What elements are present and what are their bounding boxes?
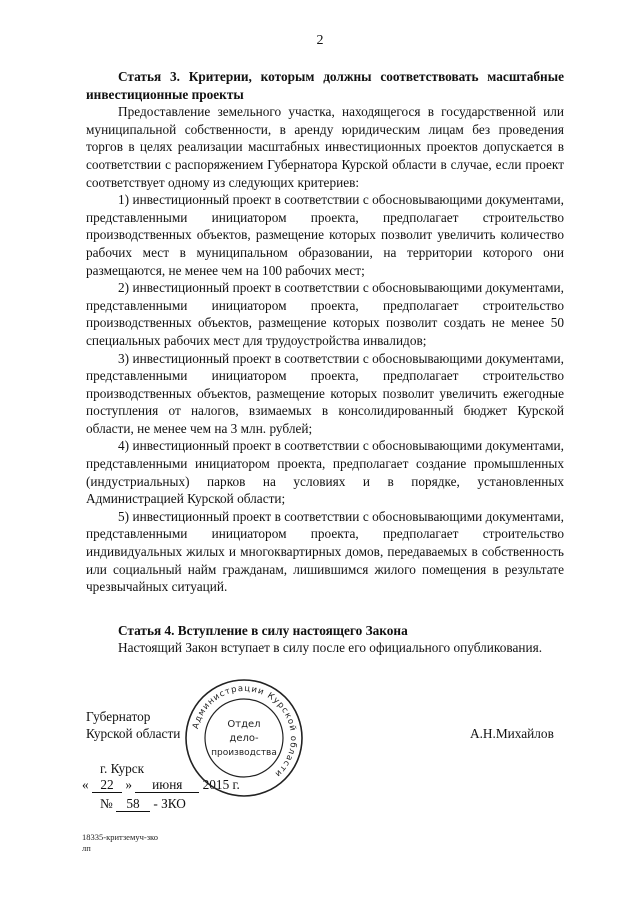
signatory-name: А.Н.Михайлов xyxy=(470,726,554,741)
criterion-item-2: 2) инвестиционный проект в соответствии с обосновывающими документами, представленными инициатором проекта, предполагает строительство производственных объектов, размещение которых позволит создать не менее 50 специальных рабочих мест для трудоустройства инвалидов; xyxy=(86,280,564,348)
article-4-text: Настоящий Закон вступает в силу после его официального опубликования. xyxy=(118,640,543,656)
footer-note xyxy=(82,832,158,854)
stamp-seal-icon xyxy=(183,677,305,799)
law-number-prefix: № xyxy=(100,796,113,811)
signatory-title-line2: Курской области xyxy=(86,726,181,741)
document-body xyxy=(86,68,564,657)
date-month: июня xyxy=(135,778,199,793)
stamp-line-1: Отдел xyxy=(227,719,261,730)
law-number-line xyxy=(100,795,186,812)
signatory-title-line1: Губернатор xyxy=(86,709,151,724)
law-number-suffix: - ЗКО xyxy=(153,796,186,811)
article-3-heading: Статья 3. Критерии, которым должны соответствовать масштабные инвестиционные проекты xyxy=(86,69,564,102)
place-line: г. Курск xyxy=(100,761,145,776)
date-line: « 22 » июня 2015 г. xyxy=(82,777,240,792)
article-3-intro: Предоставление земельного участка, находящегося в государственной или муниципальной собственности, в аренду юридическим лицам без проведения торгов в целях реализации масштабных инвестиционных проектов допускается в соответствии с распоряжением Губернатора Курской области в случае, если проект соответствует одному из следующих критериев: xyxy=(86,104,564,190)
criterion-item-1: 1) инвестиционный проект в соответствии с обосновывающими документами, представленными инициатором проекта, предполагает строительство производственных объектов, размещение которых позволит увеличить количество рабочих мест в муниципальном образовании, на территории которого они размещаются, не менее чем на 100 рабочих мест; xyxy=(86,192,564,278)
article-4-heading: Статья 4. Вступление в силу настоящего Закона xyxy=(118,622,408,638)
stamp-ring-text: Администрации Курской области xyxy=(190,683,299,780)
stamp-line-3: производства xyxy=(211,748,277,758)
signatory-title xyxy=(86,708,180,742)
page-number: 2 xyxy=(316,33,324,48)
date-day: 22 xyxy=(92,778,122,793)
office-stamp xyxy=(183,677,305,799)
criterion-item-4: 4) инвестиционный проект в соответствии с обосновывающими документами, представленными инициатором проекта, предполагает создание промышленных (индустриальных) парков на условиях и в порядке, установленных Администрацией Курской области; xyxy=(86,438,564,507)
stamp-line-2: дело- xyxy=(229,733,259,744)
criterion-item-5: 5) инвестиционный проект в соответствии с обосновывающими документами, представленными инициатором проекта, предполагает строительство индивидуальных жилых и многоквартирных домов, передаваемых в собственность или социальный найм гражданам, лишившимся жилого помещения в результате чрезвычайных ситуаций. xyxy=(86,508,564,595)
footer-file-code: 18335-критземуч-зко xyxy=(82,832,158,842)
date-year: 2015 г. xyxy=(202,777,240,792)
criterion-item-3: 3) инвестиционный проект в соответствии с обосновывающими документами, представленными инициатором проекта, предполагает строительство производственных объектов, размещение которых позволит увеличить ежегодные поступления от налогов, взимаемых в консолидированный бюджет Курской области, не менее чем на 3 млн. рублей; xyxy=(86,350,564,436)
footer-initials: лп xyxy=(82,843,91,853)
law-number: 58 xyxy=(116,797,150,812)
